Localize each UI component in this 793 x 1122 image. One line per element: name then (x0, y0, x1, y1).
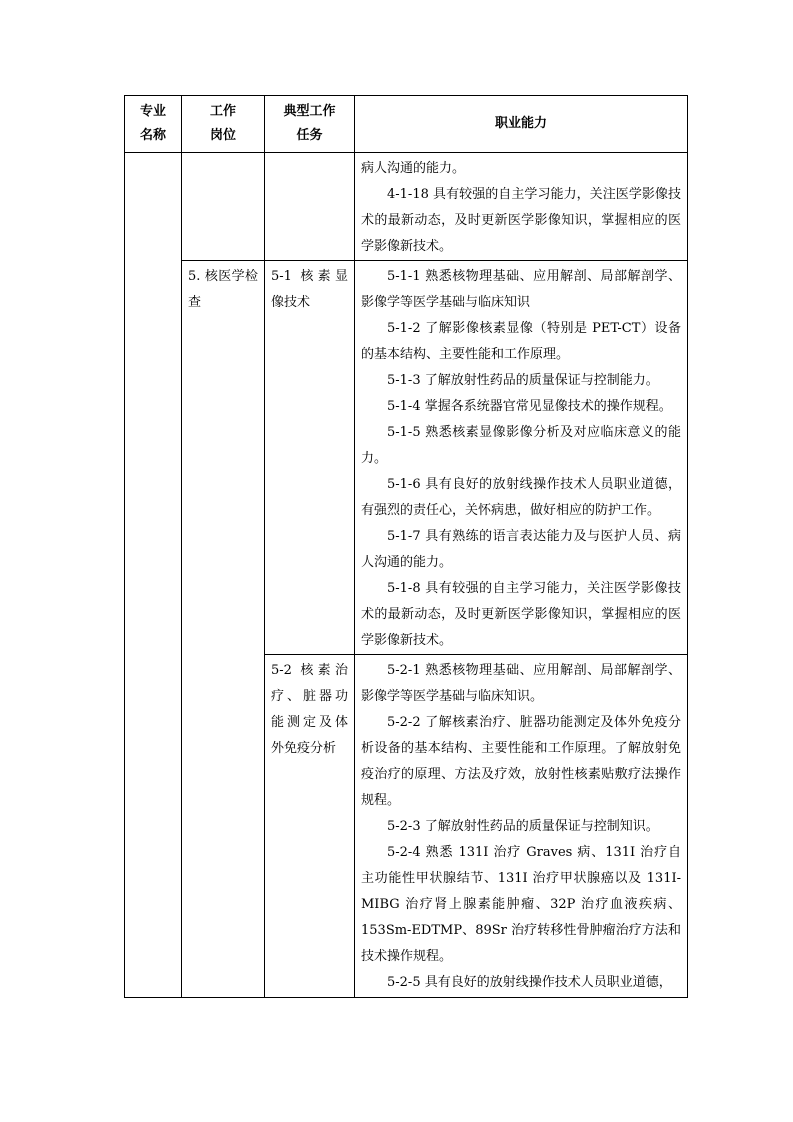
header-vocational-ability: 职业能力 (355, 96, 688, 153)
major-name-cell (125, 153, 182, 998)
ability-paragraph: 5-1-1 熟悉核物理基础、应用解剖、局部解剖学、影像学等医学基础与临床知识 (361, 269, 681, 310)
ability-cell (355, 153, 688, 261)
table-row (125, 153, 688, 261)
task-cell (265, 153, 355, 261)
ability-paragraph: 5-1-2 了解影像核素显像（特别是 PET-CT）设备的基本结构、主要性能和工作原理。 (361, 321, 681, 362)
ability-paragraph: 4-1-18 具有较强的自主学习能力，关注医学影像技术的最新动态，及时更新医学影像知识，掌握相应的医学影像新技术。 (361, 187, 681, 254)
ability-paragraph: 5-1-3 了解放射性药品的质量保证与控制能力。 (387, 373, 659, 388)
ability-cell (355, 261, 688, 655)
header-typical-task: 典型工作 任务 (265, 96, 355, 153)
ability-paragraph: 5-2-4 熟悉 131I 治疗 Graves 病、131I 治疗自主功能性甲状腺结节、131I 治疗甲状腺癌以及 131I-MIBG 治疗肾上腺素能肿瘤、32P 治疗血液疾病、153Sm-EDTMP、89Sr 治疗转移性骨肿瘤治疗方法和技术操作规程。 (361, 845, 681, 964)
ability-paragraph: 5-1-8 具有较强的自主学习能力，关注医学影像技术的最新动态，及时更新医学影像知识，掌握相应的医学影像新技术。 (361, 581, 681, 648)
ability-paragraph: 5-1-7 具有熟练的语言表达能力及与医护人员、病人沟通的能力。 (361, 529, 681, 570)
competency-table (124, 95, 688, 998)
table-row (125, 261, 688, 655)
ability-paragraph: 5-2-2 了解核素治疗、脏器功能测定及体外免疫分析设备的基本结构、主要性能和工作原理。了解放射免疫治疗的原理、方法及疗效，放射性核素贴敷疗法操作规程。 (361, 715, 681, 808)
ability-paragraph: 5-1-6 具有良好的放射线操作技术人员职业道德，有强烈的责任心，关怀病患，做好相应的防护工作。 (361, 477, 681, 518)
ability-paragraph: 5-1-5 熟悉核素显像影像分析及对应临床意义的能力。 (361, 425, 681, 466)
ability-cell (355, 655, 688, 998)
ability-paragraph: 5-2-5 具有良好的放射线操作技术人员职业道德， (387, 975, 672, 990)
ability-paragraph: 病人沟通的能力。 (361, 161, 466, 176)
task-cell: 5-2 核素治疗、脏器功能测定及体外免疫分析 (265, 655, 355, 998)
task-cell: 5-1 核素显像技术 (265, 261, 355, 655)
header-job-position: 工作 岗位 (182, 96, 265, 153)
table-header-row (125, 96, 688, 153)
position-cell: 5. 核医学检查 (182, 261, 265, 998)
ability-paragraph: 5-2-1 熟悉核物理基础、应用解剖、局部解剖学、影像学等医学基础与临床知识。 (361, 663, 681, 704)
ability-paragraph: 5-2-3 了解放射性药品的质量保证与控制知识。 (387, 819, 659, 834)
ability-paragraph: 5-1-4 掌握各系统器官常见显像技术的操作规程。 (387, 399, 672, 414)
position-cell (182, 153, 265, 261)
header-major-name: 专业 名称 (125, 96, 182, 153)
